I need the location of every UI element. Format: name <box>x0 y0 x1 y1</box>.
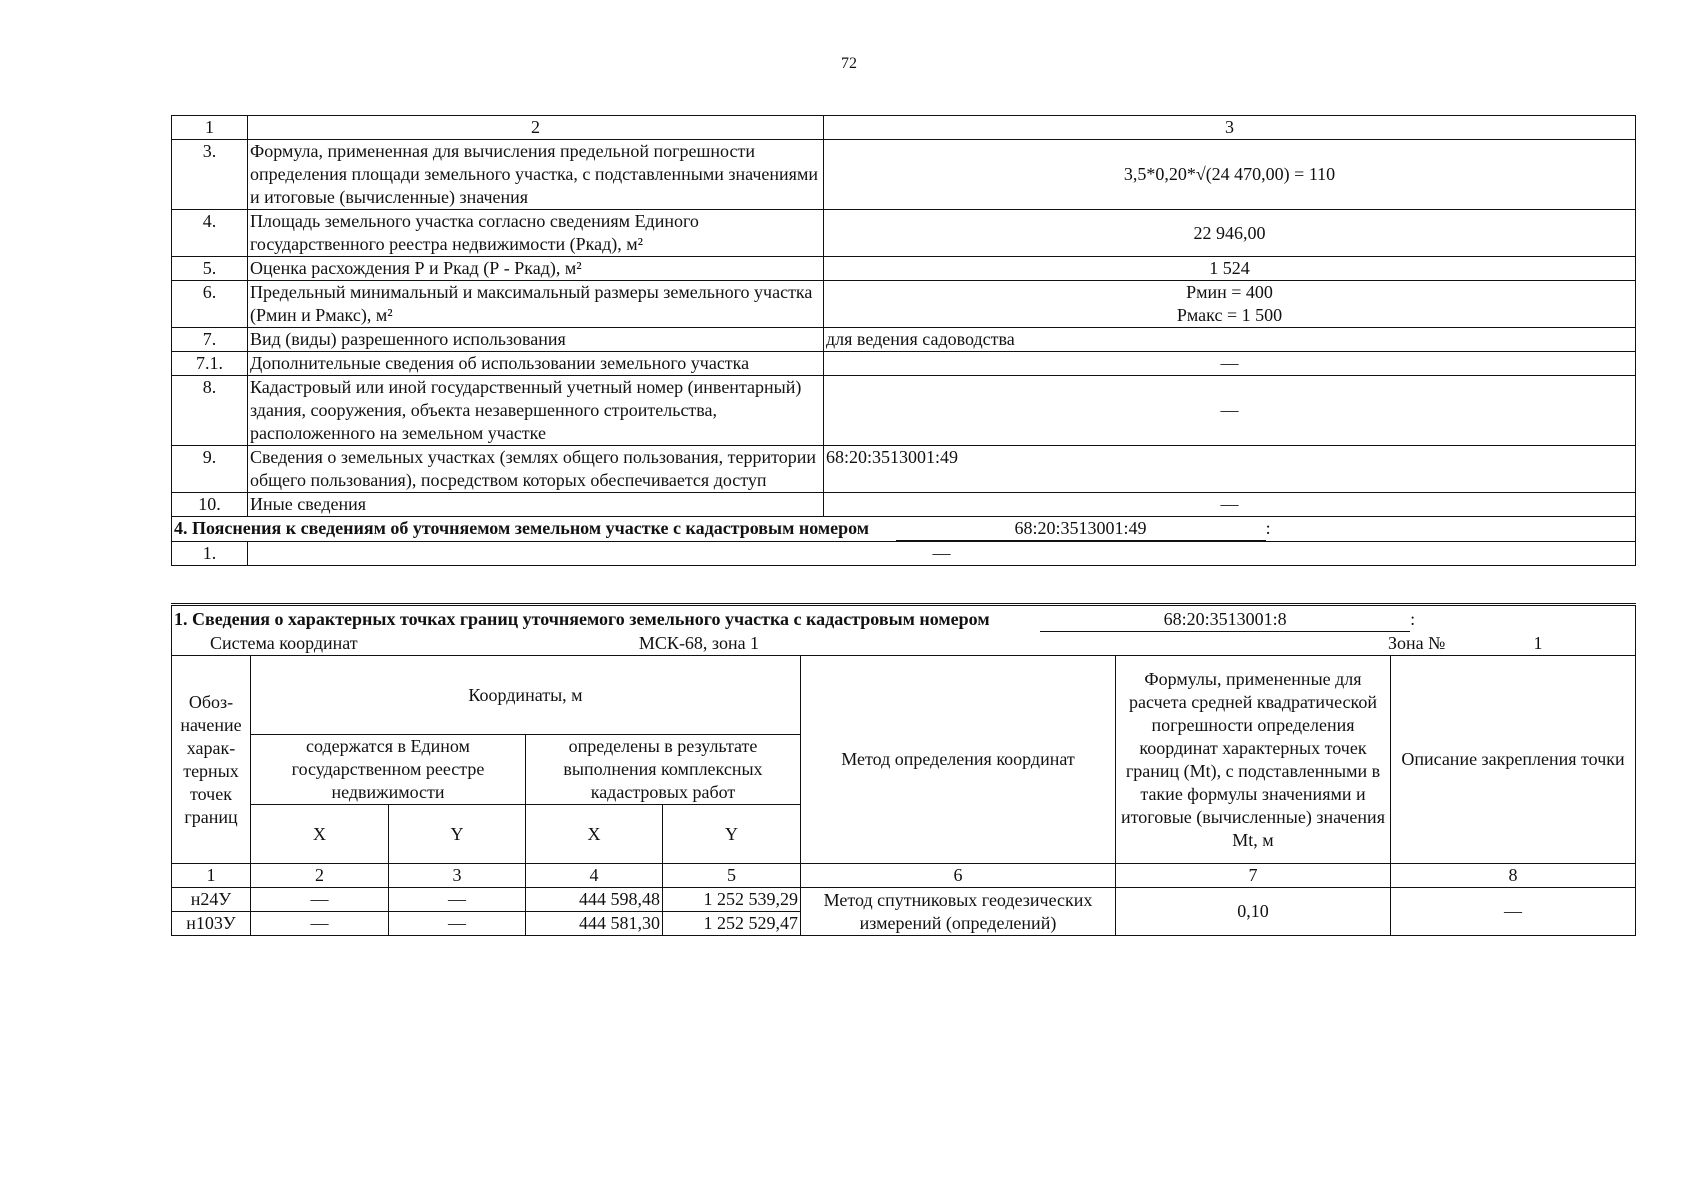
kkr-header: определены в результате выполнения комплексных кадастровых работ <box>526 735 801 805</box>
egrn-header: содержатся в Едином государственном реестре недвижимости <box>251 735 526 805</box>
table-header-row <box>172 116 1636 140</box>
zone-value: 1 <box>1454 632 1622 656</box>
table-row <box>172 328 1636 352</box>
table-row <box>172 210 1636 257</box>
row-number: 4. <box>172 210 248 257</box>
col-number: 1 <box>172 864 251 888</box>
p-min-value: Рмин = 400 <box>1186 282 1273 302</box>
fixing-header: Описание закрепления точки <box>1391 656 1636 864</box>
row-label: Формула, примененная для вычисления предельной погрешности определения площади земельного участка, с подставленными значениями и итоговые (вычисленные) значения <box>248 140 824 210</box>
col-header: 1 <box>172 116 248 140</box>
col-number: 7 <box>1116 864 1391 888</box>
row-value: 68:20:3513001:49 <box>824 446 1636 493</box>
table-row <box>172 888 1636 912</box>
kkr-x: 444 598,48 <box>526 888 663 912</box>
col-number: 3 <box>389 864 526 888</box>
table-row <box>172 376 1636 446</box>
table-header-row <box>172 656 1636 735</box>
col-number: 2 <box>251 864 389 888</box>
row-label: Оценка расхождения Р и Ркад (Р - Ркад), м² <box>248 257 824 281</box>
page-number: 72 <box>841 55 857 72</box>
egrn-x: — <box>251 912 389 936</box>
row-number: 3. <box>172 140 248 210</box>
col-number: 5 <box>663 864 801 888</box>
x-header: X <box>251 805 389 864</box>
row-value: — <box>824 352 1636 376</box>
coord-system-line <box>174 632 1633 655</box>
section-1-header-row <box>172 605 1636 656</box>
section-4-cadastral-number: 68:20:3513001:49 <box>896 517 1266 541</box>
y-header: Y <box>389 805 526 864</box>
boundary-points-table <box>171 603 1636 936</box>
row-number: 8. <box>172 376 248 446</box>
column-numbers-row <box>172 864 1636 888</box>
row-number: 10. <box>172 493 248 517</box>
row-value: 1 524 <box>824 257 1636 281</box>
section-1-header <box>172 605 1636 656</box>
zone-label: Зона № <box>1388 633 1446 653</box>
point-name: н24У <box>172 888 251 912</box>
formulas-header: Формулы, примененные для расчета средней квадратической погрешности определения координат характерных точек границ (Mt), с подставленными в такие формулы значениями и итоговые (вычисленные) значения Mt, м <box>1116 656 1391 864</box>
row-number: 6. <box>172 281 248 328</box>
row-value: 3,5*0,20*√(24 470,00) = 110 <box>824 140 1636 210</box>
fixing-value: — <box>1391 888 1636 936</box>
row-label: Предельный минимальный и максимальный размеры земельного участка (Рмин и Рмакс), м² <box>248 281 824 328</box>
section-4-header-row <box>172 517 1636 542</box>
row-number: 7. <box>172 328 248 352</box>
row-value: — <box>824 493 1636 517</box>
row-value <box>824 281 1636 328</box>
coord-system-value: МСК-68, зона 1 <box>380 632 1018 656</box>
x-header: X <box>526 805 663 864</box>
row-label: Иные сведения <box>248 493 824 517</box>
row-number: 7.1. <box>172 352 248 376</box>
row-value: 22 946,00 <box>824 210 1636 257</box>
col-number: 8 <box>1391 864 1636 888</box>
row-label: Кадастровый или иной государственный учетный номер (инвентарный) здания, сооружения, объекта незавершенного строительства, расположенного на земельном участке <box>248 376 824 446</box>
row-number: 9. <box>172 446 248 493</box>
table-row <box>172 257 1636 281</box>
row-value: — <box>824 376 1636 446</box>
coord-system-label: Система координат <box>210 633 358 653</box>
kkr-x: 444 581,30 <box>526 912 663 936</box>
egrn-y: — <box>389 912 526 936</box>
table-row <box>172 493 1636 517</box>
egrn-x: — <box>251 888 389 912</box>
section-1-title-line <box>174 608 1633 632</box>
coordinates-header: Координаты, м <box>251 656 801 735</box>
section-4-title: 4. Пояснения к сведениям об уточняемом земельном участке с кадастровым номером <box>174 518 870 538</box>
mt-value: 0,10 <box>1116 888 1391 936</box>
designation-header: Обоз-начение харак-терных точек границ <box>172 656 251 864</box>
point-name: н103У <box>172 912 251 936</box>
method-value: Метод спутниковых геодезических измерений (определений) <box>801 888 1116 936</box>
egrn-y: — <box>389 888 526 912</box>
row-value: — <box>248 542 1636 566</box>
y-header: Y <box>663 805 801 864</box>
row-value: для ведения садоводства <box>824 328 1636 352</box>
row-label: Площадь земельного участка согласно сведениям Единого государственного реестра недвижимости (Ркад), м² <box>248 210 824 257</box>
table-row <box>172 281 1636 328</box>
section-1-title: 1. Сведения о характерных точках границ уточняемого земельного участка с кадастровым номером <box>174 609 990 629</box>
row-label: Сведения о земельных участках (землях общего пользования, территории общего пользования), посредством которых обеспечивается доступ <box>248 446 824 493</box>
section-1-cadastral-number: 68:20:3513001:8 <box>1040 608 1410 632</box>
kkr-y: 1 252 539,29 <box>663 888 801 912</box>
table-row <box>172 542 1636 566</box>
row-number: 1. <box>172 542 248 566</box>
table-row <box>172 352 1636 376</box>
row-label: Вид (виды) разрешенного использования <box>248 328 824 352</box>
colon: : <box>1265 518 1271 538</box>
col-number: 6 <box>801 864 1116 888</box>
area-info-table <box>171 115 1636 566</box>
section-4-header <box>172 517 1636 542</box>
row-number: 5. <box>172 257 248 281</box>
table-row <box>172 446 1636 493</box>
col-header: 3 <box>824 116 1636 140</box>
table-row <box>172 140 1636 210</box>
colon: : <box>1410 609 1416 629</box>
method-header: Метод определения координат <box>801 656 1116 864</box>
col-header: 2 <box>248 116 824 140</box>
p-max-value: Рмакс = 1 500 <box>1176 305 1283 325</box>
col-number: 4 <box>526 864 663 888</box>
row-label: Дополнительные сведения об использовании земельного участка <box>248 352 824 376</box>
kkr-y: 1 252 529,47 <box>663 912 801 936</box>
